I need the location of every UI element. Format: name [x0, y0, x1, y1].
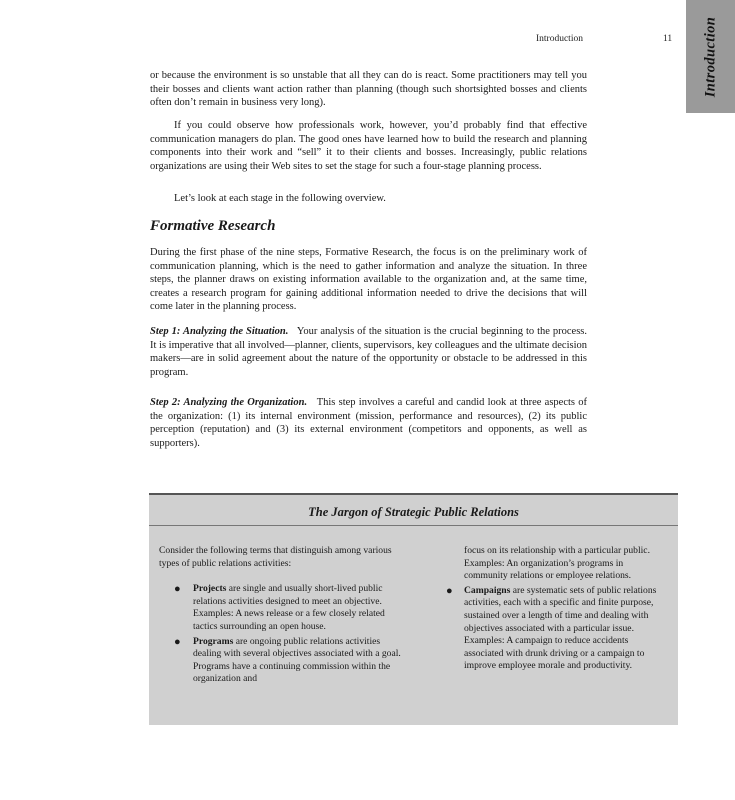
jargon-sidebar	[149, 493, 678, 725]
list-item	[446, 585, 666, 673]
page-number: 11	[663, 34, 673, 44]
paragraph-1: or because the environment is so unstable that all they can do is react. Some practitioners may tell you their bosses and clients want action rather than planning (though such shortsighted bosses and clients often don’t remain in business very long).	[150, 70, 587, 109]
running-head: Introduction	[536, 34, 583, 44]
term-campaigns-definition: are systematic sets of public relations activities, each with a specific and finite purpose, sustained over a length of time and dealing with objectives associated with a particular issue. Examples: A campaign to reduce accidents associated with drunk driving or a campaign to improve employee morale and productivity.	[464, 584, 657, 672]
sidebar-left-column	[159, 545, 404, 686]
list-item	[159, 636, 404, 686]
term-projects-definition: are single and usually short-lived public relations activities designed to meet an objective. Examples: A news release or a few closely related tactics surrounding an open house.	[193, 583, 385, 632]
step-1-title: Step 1: Analyzing the Situation.	[150, 326, 289, 337]
bullet-icon: ●	[174, 583, 181, 596]
step-2-text: This step involves a careful and candid look at three aspects of the organization: (1) its internal environment (mission, performance and resources), (2) its public perception (reputation) and (3) its external environment (competitors and opponents, as well as supporters).	[150, 397, 587, 449]
step-1-text: Your analysis of the situation is the crucial beginning to the process. It is imperative that all involved—planner, clients, supervisors, key colleagues and the ultimate decision makers—are in solid agreement about the nature of the opportunity or obstacle to be addressed in this program.	[150, 326, 587, 378]
bullet-icon: ●	[446, 584, 453, 597]
chapter-tab	[686, 0, 735, 113]
list-item	[159, 583, 404, 633]
sidebar-intro: Consider the following terms that distinguish among various types of public relations activities:	[159, 545, 392, 569]
step-2-title: Step 2: Analyzing the Organization.	[150, 397, 308, 408]
term-programs-definition: are ongoing public relations activities dealing with several objectives associated with a goal. Programs have a continuing commission within the organization and	[193, 635, 401, 685]
step-2-paragraph	[150, 396, 587, 450]
sidebar-right-column	[446, 545, 666, 673]
bullet-icon: ●	[174, 635, 181, 648]
step-1-paragraph	[150, 325, 587, 379]
section-intro: During the first phase of the nine steps, Formative Research, the focus is on the preliminary work of communication planning, which is the need to gather information and analyze the situation. In three steps, the planner draws on existing information available to the organization and, at the same time, creates a research program for gaining additional information needed to drive the decisions that will come later in the planning process.	[150, 247, 587, 313]
section-heading: Formative Research	[150, 218, 276, 234]
paragraph-2: If you could observe how professionals work, however, you’d probably find that effective communication managers do plan. The good ones have learned how to build the research and planning components into their work and “sell” it to their clients and bosses. Increasingly, public relations organizations are using their Web sites to set the stage for such a four-stage planning process.	[150, 120, 587, 172]
term-projects: Projects	[193, 583, 227, 595]
sidebar-divider	[149, 525, 678, 526]
programs-continuation: focus on its relationship with a particular public. Examples: An organization’s programs in community relations or employee relations.	[464, 545, 650, 582]
term-campaigns: Campaigns	[464, 584, 511, 596]
term-programs: Programs	[193, 635, 234, 647]
sidebar-title: The Jargon of Strategic Public Relations	[308, 505, 519, 519]
sidebar-term-list-right	[446, 585, 666, 673]
chapter-tab-label: Introduction	[702, 16, 718, 97]
paragraph-3: Let’s look at each stage in the following overview.	[174, 193, 386, 204]
sidebar-term-list	[159, 583, 404, 686]
